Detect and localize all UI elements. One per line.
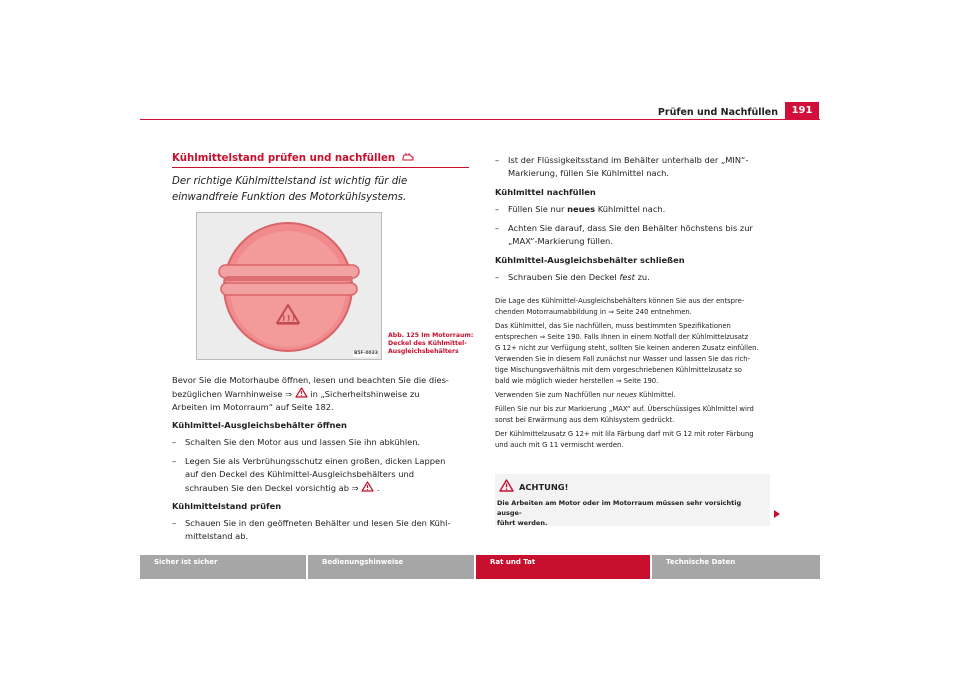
footer-tab-label: Bedienungshinweise [322,558,404,566]
left-column [172,374,472,543]
list-dash: – [495,223,500,233]
list-dash: – [495,204,500,214]
text-line: sonst bei Erwärmung aus dem Kühlsystem gedrückt. [495,416,675,424]
text-line: Arbeiten im Motorraum“ auf Seite 182. [172,402,334,412]
warning-triangle-icon [361,481,374,492]
subheading: Kühlmittelstand prüfen [172,501,282,511]
footer-tab-bedienung[interactable] [308,555,474,579]
list-item [495,222,775,248]
figure-caption-line: Abb. 125 Im Motorraum: [388,332,474,339]
section-intro: Der richtige Kühlmittelstand ist wichtig für die einwandfreie Funktion des Motorkühlsystems. [172,176,408,203]
section-title-text: Kühlmittelstand prüfen und nachfüllen [172,153,396,164]
list-item [172,517,472,543]
footer-tab-label: Technische Daten [666,558,736,566]
figure-coolant-cap [196,212,382,360]
right-column [495,154,775,284]
notes [495,296,775,451]
text-span-bold: neues [567,204,596,214]
footer-tab-technische-daten[interactable] [652,555,820,579]
list-dash: – [172,437,177,447]
text-line: Markierung, füllen Sie Kühlmittel nach. [508,168,670,178]
header-rule [140,119,820,120]
text-line: Bevor Sie die Motorhaube öffnen, lesen und beachten Sie die dies- [172,375,449,385]
text-line: chenden Motorraumabbildung in ⇒ Seite 240 entnehmen. [495,308,692,316]
figure-caption-line: Deckel des Kühlmittel- [388,340,467,347]
text-span: in „Sicherheitshinweise zu [310,389,420,399]
list-item [495,203,775,216]
text-line: „MAX“-Markierung füllen. [508,236,613,246]
warning-text [497,498,768,528]
list-dash: – [495,272,500,282]
text-span: bezüglichen Warnhinweise ⇒ [172,389,292,399]
warning-triangle-icon [295,387,308,398]
coolant-cap-illustration [197,213,381,359]
warning-triangle-icon [499,479,514,492]
warning-title: ACHTUNG! [519,482,569,492]
text-span: Kühlmittel. [639,391,676,399]
figure-caption-line: Ausgleichsbehälters [388,348,459,355]
text-line: Ist der Flüssigkeitsstand im Behälter unterhalb der „MIN“- [508,155,749,165]
list-item-text: Schalten Sie den Motor aus und lassen Sie ihn abkühlen. [185,437,421,447]
list-dash: – [172,456,177,466]
list-item [172,455,472,495]
footer-tab-label: Rat und Tat [490,558,536,566]
subheading: Kühlmittel-Ausgleichsbehälter öffnen [172,420,347,430]
footer-tab-label: Sicher ist sicher [154,558,218,566]
text-line: Die Lage des Kühlmittel-Ausgleichsbehälters können Sie aus der entspre- [495,297,745,305]
text-line: mittelstand ab. [185,531,249,541]
text-span: Kühlmittel nach. [597,204,666,214]
text-line: und auch mit G 11 vermischt werden. [495,441,624,449]
paragraph [172,374,472,414]
text-span-italic: fest [619,272,635,282]
list-item [495,154,775,180]
list-item [495,271,775,284]
list-dash: – [495,155,500,165]
text-span: Schrauben Sie den Deckel [508,272,617,282]
note-paragraph [495,321,775,387]
text-span: zu. [637,272,650,282]
list-dash: – [172,518,177,528]
engine-off-icon [402,152,414,162]
subheading: Kühlmittel nachfüllen [495,187,596,197]
text-line: G 12+ nicht zur Verfügung steht, sollten Sie keinen anderen Zusatz einfüllen. [495,344,759,352]
subheading: Kühlmittel-Ausgleichsbehälter schließen [495,255,685,265]
note-paragraph [495,404,775,426]
figure-code: B5F-0033 [354,351,378,356]
section-title [172,152,414,164]
text-line: Achten Sie darauf, dass Sie den Behälter höchstens bis zur [508,223,753,233]
continue-arrow-icon [774,510,780,518]
text-line: Legen Sie als Verbrühungsschutz einen großen, dicken Lappen [185,456,446,466]
text-span-italic: neues [616,391,637,399]
page-number: 191 [785,102,819,120]
text-span: schrauben Sie den Deckel vorsichtig ab ⇒ [185,483,359,493]
text-line: bald wie möglich wieder herstellen ⇒ Seite 190. [495,377,659,385]
text-line: auf den Deckel des Kühlmittel-Ausgleichsbehälters und [185,469,414,479]
page-header-title: Prüfen und Nachfüllen [657,107,778,118]
note-paragraph [495,429,775,451]
text-line: Die Arbeiten am Motor oder im Motorraum müssen sehr vorsichtig ausge- [497,499,742,517]
text-line: Füllen Sie nur bis zur Markierung „MAX“ auf. Überschüssiges Kühlmittel wird [495,405,754,413]
list-item [172,436,472,449]
footer-tab-rat-und-tat[interactable] [476,555,650,579]
note-paragraph [495,390,775,401]
title-rule [172,167,469,168]
footer-tab-sicher[interactable] [140,555,306,579]
text-line: entsprechen ⇒ Seite 190. Falls Ihnen in einem Notfall der Kühlmittelzusatz [495,333,749,341]
text-line: führt werden. [497,519,548,527]
text-line: Das Kühlmittel, das Sie nachfüllen, muss bestimmten Spezifikationen [495,322,731,330]
figure-caption [388,332,478,356]
text-line [172,387,472,401]
text-line: tige Mischungsverhältnis mit dem vorgeschriebenen Kühlmittelzusatz so [495,366,742,374]
text-span: . [376,483,380,493]
text-span: Füllen Sie nur [508,204,565,214]
text-span: Verwenden Sie zum Nachfüllen nur [495,391,615,399]
note-paragraph [495,296,775,318]
text-line [185,481,472,495]
text-line: Der Kühlmittelzusatz G 12+ mit lila Färbung darf mit G 12 mit roter Färbung [495,430,754,438]
text-line: Verwenden Sie in diesem Fall zunächst nur Wasser und lassen Sie das rich- [495,355,751,363]
text-line: Schauen Sie in den geöffneten Behälter und lesen Sie den Kühl- [185,518,451,528]
